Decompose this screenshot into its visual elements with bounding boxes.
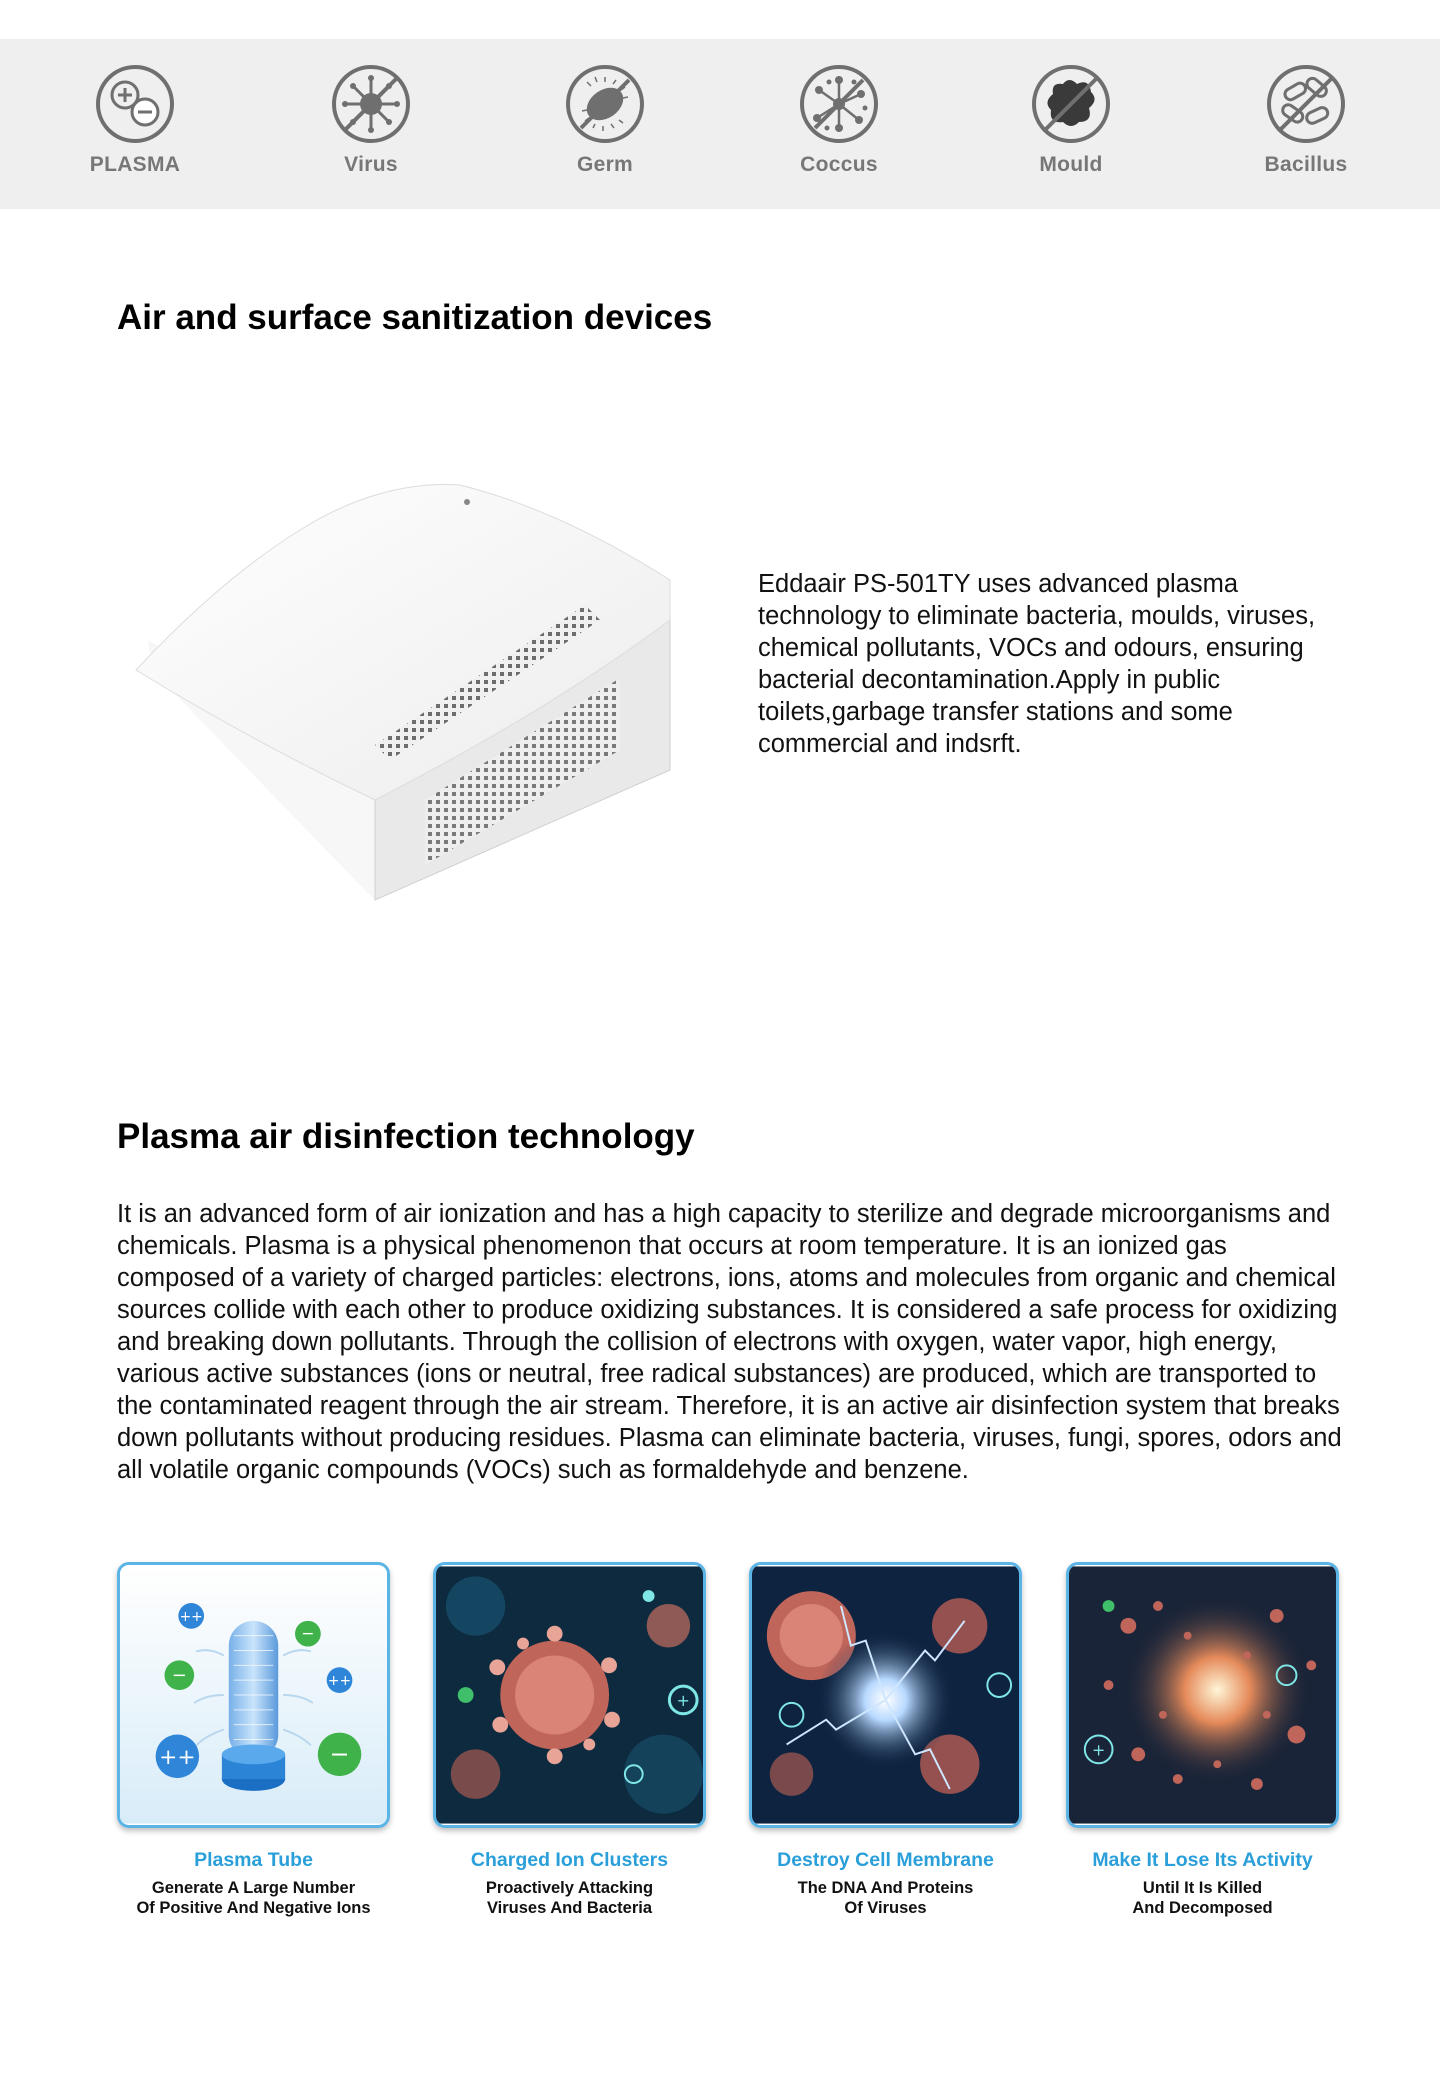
icon-item-coccus xyxy=(759,64,919,177)
svg-text:−: − xyxy=(329,1740,350,1769)
icon-item-virus xyxy=(291,64,451,177)
icon-item-plasma xyxy=(55,64,215,177)
pathogen-icon-band xyxy=(0,39,1440,209)
card-subtitle-line1: Proactively Attacking xyxy=(485,1879,654,1897)
svg-text:++: ++ xyxy=(159,1745,196,1771)
product-description: Eddaair PS-501TY uses advanced plasma technology to eliminate bacteria, moulds, viruses, chemical pollutants, VOCs and odours, ensuring bacterial decontamination.Apply in public toilets,garbage transfer stations and some commercial and indsrft. xyxy=(758,570,1316,758)
card-subtitle-line2: Viruses And Bacteria xyxy=(486,1899,653,1917)
svg-text:−: − xyxy=(171,1665,187,1687)
svg-text:+: + xyxy=(1092,1740,1106,1760)
section-title-devices: Air and surface sanitization devices xyxy=(117,298,713,337)
card-subtitle-line2: And Decomposed xyxy=(1132,1899,1273,1917)
card-title: Plasma Tube xyxy=(194,1849,313,1871)
icon-label: Germ xyxy=(576,153,634,176)
germ-icon xyxy=(565,64,645,144)
icon-label: Mould xyxy=(1039,153,1103,176)
section-title-plasma-tech: Plasma air disinfection technology xyxy=(117,1117,695,1156)
icon-label: Virus xyxy=(344,153,398,176)
card-lose-activity xyxy=(1066,1562,1339,1918)
card-title: Charged Ion Clusters xyxy=(470,1849,669,1871)
icon-item-germ xyxy=(525,64,685,177)
svg-text:+: + xyxy=(676,1690,690,1710)
icon-label: Bacillus xyxy=(1264,153,1348,176)
svg-text:++: ++ xyxy=(327,1673,352,1690)
card-charged-ion-clusters xyxy=(433,1562,706,1918)
icon-label: Coccus xyxy=(800,153,878,176)
card-destroy-cell-membrane xyxy=(749,1562,1022,1918)
virus-decomposed-illustration xyxy=(1066,1562,1339,1828)
card-subtitle-line1: The DNA And Proteins xyxy=(797,1879,974,1897)
card-subtitle-line1: Until It Is Killed xyxy=(1142,1879,1263,1897)
cell-destruction-illustration xyxy=(749,1562,1022,1828)
product-image-ps501ty xyxy=(130,470,690,910)
virus-icon xyxy=(331,64,411,144)
card-plasma-tube xyxy=(117,1562,390,1918)
card-subtitle-line2: Of Viruses xyxy=(844,1899,927,1917)
svg-text:−: − xyxy=(301,1623,315,1643)
icon-item-bacillus xyxy=(1226,64,1386,177)
card-title: Destroy Cell Membrane xyxy=(777,1849,994,1871)
card-subtitle-line2: Of Positive And Negative Ions xyxy=(136,1899,371,1917)
plasma-icon xyxy=(95,64,175,144)
coccus-icon xyxy=(799,64,879,144)
svg-text:++: ++ xyxy=(179,1608,203,1625)
virus-attack-illustration xyxy=(433,1562,706,1828)
bacillus-icon xyxy=(1266,64,1346,144)
plasma-tube-illustration xyxy=(117,1562,390,1828)
icon-item-mould xyxy=(991,64,1151,177)
plasma-tech-paragraph: It is an advanced form of air ionization and has a high capacity to sterilize and degrade microorganisms and chemicals. Plasma is a physical phenomenon that occurs at room temperature. It is an ionized gas composed of a variety of charged particles: electrons, ions, atoms and molecules from organic and chemical sources collide with each other to produce oxidizing substances. It is considered a safe process for oxidizing and breaking down pollutants. Through the collision of electrons with oxygen, water vapor, high energy, various active substances (ions or neutral, free radical substances) are produced, which are transported to the contaminated reagent through the air stream. Therefore, it is an active air disinfection system that breaks down pollutants without producing residues. Plasma can eliminate bacteria, viruses, fungi, spores, odors and all volatile organic compounds (VOCs) such as formaldehyde and benzene. xyxy=(117,1200,1342,1484)
icon-label: PLASMA xyxy=(89,153,181,176)
mould-icon xyxy=(1031,64,1111,144)
card-subtitle-line1: Generate A Large Number xyxy=(151,1879,356,1897)
card-title: Make It Lose Its Activity xyxy=(1092,1849,1313,1871)
